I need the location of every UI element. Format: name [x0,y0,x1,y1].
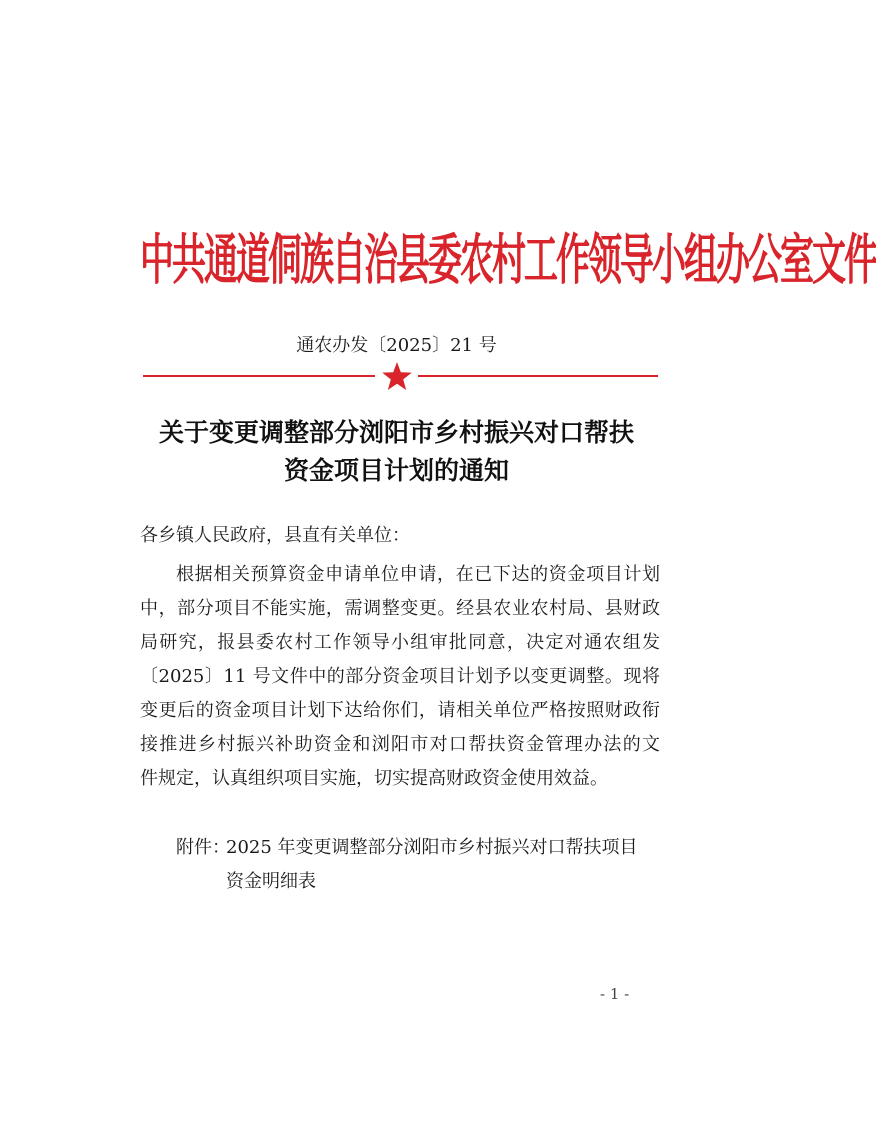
body-paragraph [140,558,660,796]
notice-title [120,414,673,490]
red-rule-right [418,375,658,377]
red-star-icon [381,361,413,391]
red-rule-left [143,375,375,377]
document-masthead: 中共通道侗族自治县委农村工作领导小组办公室文件 [140,229,876,293]
document-number: 通农办发〔2025〕21 号 [296,335,497,356]
body-line: 变更后的资金项目计划下达给你们，请相关单位严格按照财政衔 [140,700,660,721]
attachment-label: 附件： [176,837,230,858]
body-line: 局研究，报县委农村工作领导小组审批同意，决定对通农组发 [140,632,660,653]
body-line: 〔2025〕11 号文件中的部分资金项目计划予以变更调整。现将 [140,666,660,687]
notice-title-line-2: 资金项目计划的通知 [283,456,509,485]
notice-title-line-1: 关于变更调整部分浏阳市乡村振兴对口帮扶 [158,418,634,447]
body-line: 中，部分项目不能实施，需调整变更。经县农业农村局、县财政 [140,598,660,619]
attachment-line-1: 2025 年变更调整部分浏阳市乡村振兴对口帮扶项目 [226,837,638,858]
body-line: 件规定，认真组织项目实施，切实提高财政资金使用效益。 [140,768,608,789]
attachment-line-2: 资金明细表 [226,871,316,892]
body-line: 接推进乡村振兴补助资金和浏阳市对口帮扶资金管理办法的文 [140,734,660,755]
body-line: 根据相关预算资金申请单位申请，在已下达的资金项目计划 [176,564,660,585]
attachment-note [176,831,666,899]
salutation: 各乡镇人民政府，县直有关单位： [140,525,410,546]
page-number: - 1 - [600,985,630,1003]
